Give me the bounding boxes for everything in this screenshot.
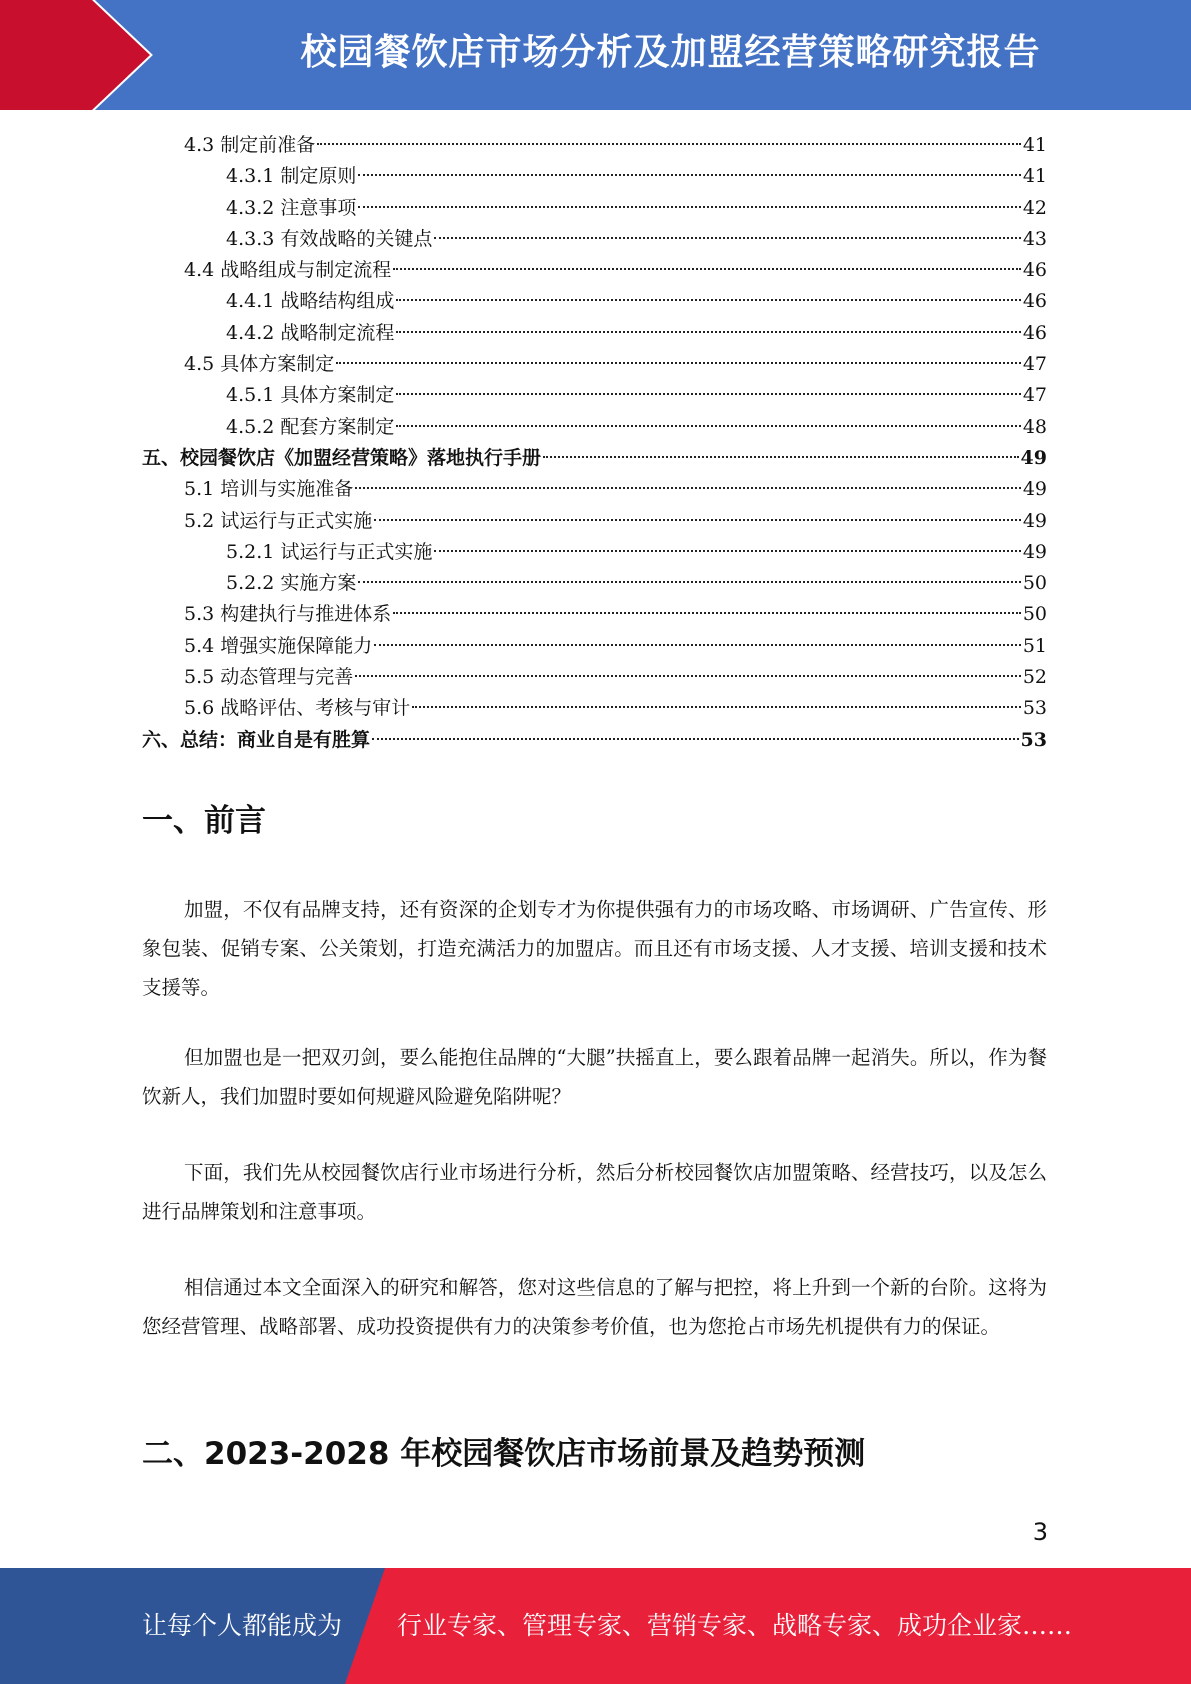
toc-entry[interactable] (142, 380, 1047, 411)
toc-dot-leader (317, 143, 1021, 145)
toc-entry-page: 43 (1022, 227, 1047, 250)
toc-entry-title: 4.3.1 制定原则 (226, 165, 357, 188)
toc-entry-title: 5.2.2 实施方案 (226, 572, 357, 595)
page-footer (0, 1568, 1191, 1684)
toc-entry-title: 5.4 增强实施保障能力 (184, 634, 373, 657)
toc-entry-page: 49 (1022, 540, 1047, 563)
toc-entry-page: 42 (1022, 196, 1047, 219)
page-number: 3 (1032, 1518, 1048, 1546)
toc-dot-leader (358, 581, 1020, 583)
toc-entry-title: 4.4 战略组成与制定流程 (184, 259, 392, 282)
toc-entry-page: 50 (1022, 572, 1047, 595)
toc-entry-title: 4.5.1 具体方案制定 (226, 384, 395, 407)
toc-dot-leader (374, 519, 1021, 521)
toc-entry-page: 52 (1022, 666, 1047, 689)
toc-entry-title: 4.5.2 配套方案制定 (226, 415, 395, 438)
toc-entry-page: 46 (1022, 321, 1047, 344)
toc-entry-page: 41 (1022, 134, 1047, 156)
toc-entry[interactable] (142, 255, 1047, 286)
toc-entry-page: 46 (1022, 290, 1047, 313)
toc-entry-title: 五、校园餐饮店《加盟经营策略》落地执行手册 (142, 446, 542, 469)
toc-entry-page: 48 (1022, 415, 1047, 438)
toc-entry[interactable] (142, 506, 1047, 537)
paragraph: 相信通过本文全面深入的研究和解答，您对这些信息的了解与把控，将上升到一个新的台阶。这将为您经营管理、战略部署、成功投资提供有力的决策参考价值，也为您抢占市场先机提供有力的保证。 (142, 1276, 1047, 1338)
toc-entry-title: 5.1 培训与实施准备 (184, 478, 354, 501)
toc-entry[interactable] (142, 693, 1047, 724)
toc-entry-page: 53 (1020, 728, 1047, 751)
toc-entry[interactable] (142, 349, 1047, 380)
toc-dot-leader (412, 706, 1021, 708)
toc-entry-title: 5.3 构建执行与推进体系 (184, 603, 392, 626)
toc-entry[interactable] (142, 224, 1047, 255)
toc-entry-title: 5.2 试运行与正式实施 (184, 509, 373, 532)
section-heading-forecast: 二、2023-2028 年校园餐饮店市场前景及趋势预测 (142, 1436, 866, 1472)
toc-entry-page: 49 (1020, 446, 1047, 469)
toc-entry[interactable] (142, 193, 1047, 224)
toc-entry-title: 4.3.2 注意事项 (226, 196, 357, 219)
toc-dot-leader (355, 675, 1021, 677)
toc-dot-leader (374, 644, 1021, 646)
toc-dot-leader (372, 738, 1019, 740)
toc-entry[interactable] (142, 318, 1047, 349)
toc-entry[interactable] (142, 568, 1047, 599)
toc-entry-page: 47 (1022, 384, 1047, 407)
toc-dot-leader (393, 612, 1021, 614)
table-of-contents (142, 130, 1047, 756)
toc-entry[interactable] (142, 537, 1047, 568)
toc-entry[interactable] (142, 443, 1047, 474)
toc-entry-page: 41 (1022, 165, 1047, 188)
toc-entry[interactable] (142, 662, 1047, 693)
toc-entry[interactable] (142, 599, 1047, 630)
toc-dot-leader (355, 487, 1021, 489)
section-heading-preface: 一、前言 (142, 803, 266, 839)
toc-entry-title: 5.5 动态管理与完善 (184, 666, 354, 689)
toc-entry-title: 4.4.2 战略制定流程 (226, 321, 395, 344)
toc-entry-page: 51 (1022, 634, 1047, 657)
toc-entry[interactable] (142, 161, 1047, 192)
toc-dot-leader (543, 456, 1019, 458)
toc-dot-leader (393, 268, 1021, 270)
toc-entry[interactable] (142, 631, 1047, 662)
toc-entry[interactable] (142, 474, 1047, 505)
toc-dot-leader (396, 425, 1020, 427)
paragraph: 下面，我们先从校园餐饮店行业市场进行分析，然后分析校园餐饮店加盟策略、经营技巧，以及怎么进行品牌策划和注意事项。 (142, 1161, 1047, 1223)
toc-entry-title: 4.4.1 战略结构组成 (226, 290, 395, 313)
toc-entry-page: 53 (1022, 697, 1047, 720)
paragraph: 加盟，不仅有品牌支持，还有资深的企划专才为你提供强有力的市场攻略、市场调研、广告宣传、形象包装、促销专案、公关策划，打造充满活力的加盟店。而且还有市场支援、人才支援、培训支援和技术支援等。 (142, 898, 1047, 999)
toc-entry-page: 47 (1022, 353, 1047, 376)
toc-entry-page: 49 (1022, 478, 1047, 501)
toc-dot-leader (434, 237, 1020, 239)
toc-entry-title: 六、总结：商业自是有胜算 (142, 728, 371, 751)
toc-entry-page: 49 (1022, 509, 1047, 532)
footer-slogan-right: 行业专家、管理专家、营销专家、战略专家、成功企业家…… (397, 1611, 1073, 1640)
page-header (0, 0, 1191, 110)
toc-dot-leader (396, 393, 1020, 395)
toc-entry[interactable] (142, 412, 1047, 443)
toc-dot-leader (336, 362, 1021, 364)
toc-entry[interactable] (142, 725, 1047, 756)
toc-dot-leader (396, 299, 1020, 301)
toc-entry[interactable] (142, 286, 1047, 317)
paragraph: 但加盟也是一把双刃剑，要么能抱住品牌的“大腿”扶摇直上，要么跟着品牌一起消失。所以，作为餐饮新人，我们加盟时要如何规避风险避免陷阱呢？ (142, 1046, 1047, 1108)
report-title: 校园餐饮店市场分析及加盟经营策略研究报告 (300, 32, 1041, 73)
toc-entry-title: 4.3 制定前准备 (184, 134, 316, 156)
toc-dot-leader (358, 174, 1020, 176)
toc-entry-page: 50 (1022, 603, 1047, 626)
toc-entry-title: 5.6 战略评估、考核与审计 (184, 697, 411, 720)
toc-entry-title: 4.5 具体方案制定 (184, 353, 335, 376)
toc-entry[interactable] (142, 130, 1047, 161)
toc-dot-leader (396, 331, 1020, 333)
footer-slogan-left: 让每个人都能成为 (142, 1611, 343, 1640)
toc-dot-leader (358, 206, 1020, 208)
toc-entry-title: 4.3.3 有效战略的关键点 (226, 227, 433, 250)
toc-entry-page: 46 (1022, 259, 1047, 282)
toc-dot-leader (434, 550, 1020, 552)
toc-entry-title: 5.2.1 试运行与正式实施 (226, 540, 433, 563)
